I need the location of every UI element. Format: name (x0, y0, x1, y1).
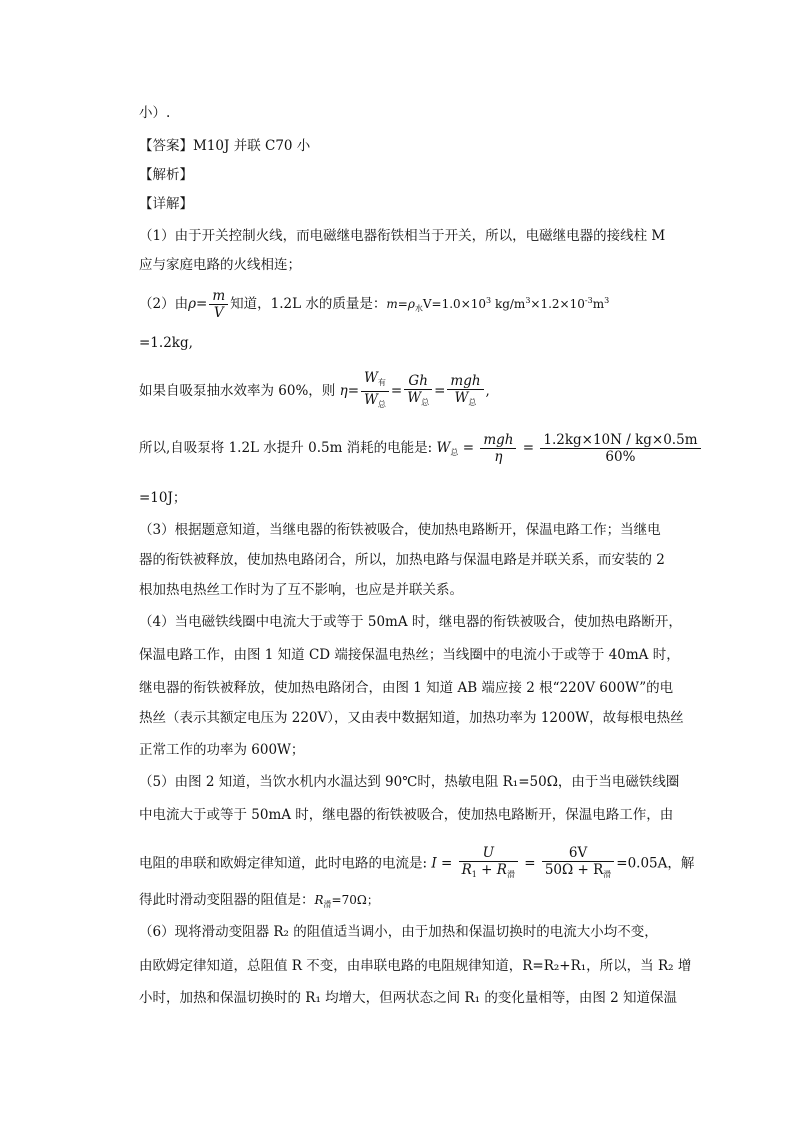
text-line: （4）当电磁铁线圈中电流大于或等于 50mA 时，继电器的衔铁被吸合，使加热电路断开， (139, 614, 682, 630)
text-line: 小）. (139, 105, 171, 121)
text-line: 得此时滑动变阻器的阻值是：$R_滑=70\Omega$； (139, 892, 379, 909)
analysis-heading: 【解析】 (139, 167, 193, 183)
formula-line-efficiency: 如果自吸泵抽水效率为 60%，则 η= $\frac{W_有}{W_总}$ = $\frac{Gh}{W_总}$ = $\frac{\text{mgh}}{W_总}$ , (139, 370, 490, 409)
answer-line: 【答案】M10J 并联 C70 小 (139, 138, 311, 154)
text-line: 中电流大于或等于 50mA 时，继电器的衔铁被吸合，使加热电路断开，保温电路工作，由 (139, 807, 674, 823)
text-line: 应与家庭电路的火线相连； (139, 257, 301, 273)
detail-heading: 【详解】 (139, 196, 193, 212)
text-line: （5）由图 2 知道，当饮水机内水温达到 90℃时，热敏电阻 R₁=50Ω，由于当电磁铁线圈 (139, 774, 680, 790)
text-line: （3）根据题意知道，当继电器的衔铁被吸合，使加热电路断开，保温电路工作；当继电 (139, 522, 661, 538)
text-line: 正常工作的功率为 600W； (139, 742, 305, 758)
text-line: （1）由于开关控制火线，而电磁继电器衔铁相当于开关，所以，电磁继电器的接线柱 M (139, 228, 666, 244)
text-line: （6）现将滑动变阻器 R₂ 的阻值适当调小，由于加热和保温切换时的电流大小均不变， (139, 924, 658, 940)
text-line: =10J； (139, 490, 187, 506)
text-line: 小时，加热和保温切换时的 R₁ 均增大，但两状态之间 R₁ 的变化量相等，由图 2 知道保温 (139, 990, 677, 1006)
text-line: =1.2kg, (139, 335, 193, 351)
text-line: 由欧姆定律知道，总阻值 R 不变，由串联电路的电阻规律知道，R=R₂+R₁，所以，当 R₂ 增 (139, 958, 692, 974)
text-line: 根加热电热丝工作时为了互不影响，也应是并联关系。 (139, 582, 463, 598)
text-line: 热丝（表示其额定电压为 220V），又由表中数据知道，加热功率为 1200W，故每根电热丝 (139, 710, 684, 726)
text-line: 继电器的衔铁被释放，使加热电路闭合，由图 1 知道 AB 端应接 2 根“220V 600W”的电 (139, 680, 674, 696)
text-line: 器的衔铁被释放，使加热电路闭合，所以，加热电路与保温电路是并联关系，而安装的 2 (139, 552, 665, 568)
formula-line-current: 电阻的串联和欧姆定律知道，此时电路的电流是: I = $\frac{U}{R_1 + R_滑}$ = $\frac{6V}{50\Omega + R_滑}$ =0.05A，解 (139, 845, 695, 879)
formula-line-density: （2）由ρ= $\frac{m}{V}$ 知道，1.2L 水的质量是：$m=\rho_水V=1.0\times 10^3$ $kg/m^3\times 1.2\times 10^{-3}m^3$ (139, 288, 610, 321)
formula-line-energy: 所以,自吸泵将 1.2L 水提升 0.5m 消耗的电能是: $W_总$ = $\frac{\text{mgh}}{\eta}$ = $\frac{1.2kg\times 10N / kg\times 0.5m}{60\%}$ (139, 432, 703, 465)
text-line: 保温电路工作，由图 1 知道 CD 端接保温电热丝；当线圈中的电流小于或等于 40mA 时， (139, 647, 680, 663)
